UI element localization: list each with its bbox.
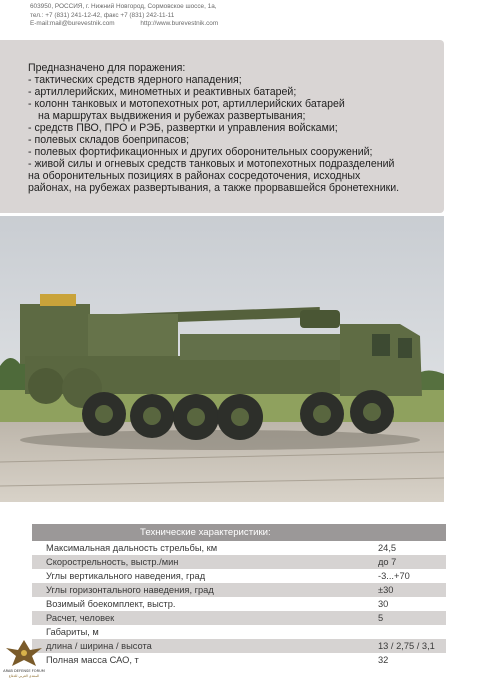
spec-row-range — [32, 541, 446, 555]
rear-spade — [28, 368, 64, 404]
vehicle-shadow — [20, 430, 420, 450]
turret-rear — [20, 304, 90, 364]
spec-row-size — [32, 639, 446, 653]
purpose-item-continuation: районах, на рубежах развертывания, а также прорвавшейся бронетехники. — [28, 182, 400, 194]
vehicle-photo — [0, 216, 444, 502]
purpose-item: - артиллерийских, минометных и реактивных батарей; — [28, 86, 297, 98]
spec-value — [378, 625, 446, 639]
purpose-item: - полевых фортификационных и других оборонительных сооружений; — [28, 146, 373, 158]
turret — [88, 314, 178, 359]
purpose-item: - средств ПВО, ПРО и РЭБ, развертки и управления войсками; — [28, 122, 338, 134]
specs-title: Технические характеристики: — [32, 524, 446, 541]
spec-label: Скорострельность, выстр./мин — [46, 557, 179, 567]
spec-value: 13 / 2,75 / 3,1 — [378, 641, 435, 651]
address-line: 603950, РОССИЯ, г. Нижний Новгород, Сормовское шоссе, 1а, — [30, 3, 217, 10]
spec-row-dimensions — [32, 625, 446, 639]
purpose-item: - живой силы и огневых средств танковых и мотопехотных подразделений — [28, 158, 395, 170]
phone-line: тел.: +7 (831) 241-12-42, факс +7 (831) 242-11-11 — [30, 11, 175, 19]
spec-row-traverse — [32, 583, 446, 597]
purpose-title: Предназначено для поражения: — [28, 62, 186, 74]
spec-value: 5 — [378, 613, 384, 623]
logo-text: ARAB DEFENSE FORUM — [3, 669, 45, 673]
forum-logo — [2, 636, 46, 678]
purpose-item-continuation: на маршрутах выдвижения и рубежах развертывания; — [38, 110, 306, 122]
email-text: E-mail:mail@burevestnik.com — [30, 20, 115, 28]
spec-row-ammo — [32, 597, 446, 611]
spec-value: 24,5 — [378, 543, 397, 553]
specs-table — [32, 524, 446, 667]
spec-label: Габариты, м — [46, 627, 99, 637]
logo-text-arabic: المنتدى العربي للدفاع — [8, 674, 40, 678]
purpose-item: - тактических средств ядерного нападения; — [28, 74, 242, 86]
purpose-item: - полевых складов боеприпасов; — [28, 134, 190, 146]
spec-value: 30 — [378, 599, 389, 609]
spec-label: Углы горизонтального наведения, град — [46, 585, 214, 595]
spec-row-elevation — [32, 569, 446, 583]
turret-top-equipment — [40, 294, 76, 306]
spec-label: Расчет, человек — [46, 613, 115, 623]
spec-row-crew — [32, 611, 446, 625]
chassis-boxes — [180, 334, 340, 360]
purpose-item-continuation: на оборонительных позициях в районах сосредоточения, исходных — [28, 170, 361, 182]
contact-header — [30, 3, 450, 29]
spec-value: ±30 — [378, 585, 394, 595]
spec-row-mass — [32, 653, 446, 667]
spec-row-rate-of-fire — [32, 555, 446, 569]
cab-window — [398, 338, 412, 358]
spec-value: до 7 — [378, 557, 397, 567]
spec-value: 32 — [378, 655, 389, 665]
spec-label: Максимальная дальность стрельбы, км — [46, 543, 218, 553]
spec-label: Полная масса САО, т — [46, 655, 139, 665]
purpose-panel — [0, 40, 444, 213]
purpose-item: - колонн танковых и мотопехотных рот, артиллерийских батарей — [28, 98, 345, 110]
cab-window — [372, 334, 390, 356]
email-web-line — [30, 20, 450, 29]
spec-label: Углы вертикального наведения, град — [46, 571, 206, 581]
muzzle-brake — [300, 310, 340, 328]
website-link[interactable]: http://www.burevestnik.com — [140, 20, 219, 28]
vehicle-illustration — [0, 216, 444, 502]
spec-label: Возимый боекомплект, выстр. — [46, 599, 176, 609]
eagle-emblem-icon — [2, 636, 46, 678]
spec-label: длина / ширина / высота — [46, 641, 152, 651]
purpose-list — [28, 74, 399, 194]
spec-value: -3...+70 — [378, 571, 410, 581]
